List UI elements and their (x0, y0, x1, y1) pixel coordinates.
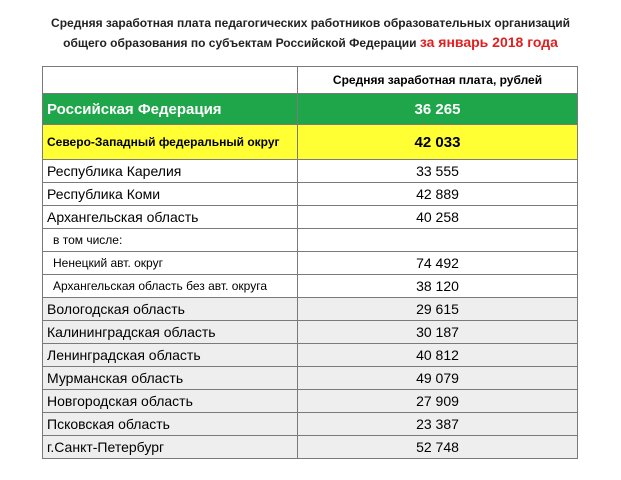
table-row-including (43, 229, 578, 252)
region-name: Вологодская область (43, 298, 298, 321)
salary-value: 49 079 (298, 367, 578, 390)
region-name: Псковская область (43, 413, 298, 436)
title-line-2-text: общего образования по субъектам Российской Федерации (63, 36, 417, 50)
table-row (43, 252, 578, 275)
region-name: Республика Карелия (43, 160, 298, 183)
region-name: Российская Федерация (43, 94, 298, 125)
region-name: Архангельская область без авт. округа (43, 275, 298, 298)
region-name: Ленинградская область (43, 344, 298, 367)
salary-value: 23 387 (298, 413, 578, 436)
table-row (43, 367, 578, 390)
table-row (43, 160, 578, 183)
salary-value: 42 889 (298, 183, 578, 206)
table-row (43, 413, 578, 436)
table-row (43, 183, 578, 206)
region-name: в том числе: (43, 229, 298, 252)
salary-value: 42 033 (298, 125, 578, 160)
region-name: Ненецкий авт. округ (43, 252, 298, 275)
region-name: Архангельская область (43, 206, 298, 229)
title-line-1: Средняя заработная плата педагогических работников образовательных организаций (51, 16, 570, 30)
region-name: Калининградская область (43, 321, 298, 344)
table-row (43, 321, 578, 344)
column-header-salary: Средняя заработная плата, рублей (298, 67, 578, 94)
region-name: Северо-Западный федеральный округ (43, 125, 298, 160)
region-name: Мурманская область (43, 367, 298, 390)
salary-value: 74 492 (298, 252, 578, 275)
salary-value: 38 120 (298, 275, 578, 298)
header-empty-cell (43, 67, 298, 94)
table-row (43, 275, 578, 298)
salary-value: 29 615 (298, 298, 578, 321)
table-row-russian-federation (43, 94, 578, 125)
table-row (43, 206, 578, 229)
table-row (43, 298, 578, 321)
salary-value: 40 258 (298, 206, 578, 229)
table-row (43, 344, 578, 367)
salary-value: 33 555 (298, 160, 578, 183)
salary-value: 52 748 (298, 436, 578, 459)
title-period: за январь 2018 года (419, 34, 558, 50)
salary-value: 30 187 (298, 321, 578, 344)
salary-value: 36 265 (298, 94, 578, 125)
region-name: Республика Коми (43, 183, 298, 206)
table-row-northwest-district (43, 125, 578, 160)
table-row (43, 436, 578, 459)
title-line-2 (0, 33, 621, 53)
salary-value (298, 229, 578, 252)
table-header-row (43, 67, 578, 94)
document-title (0, 14, 621, 53)
table-row (43, 390, 578, 413)
region-name: г.Санкт-Петербург (43, 436, 298, 459)
salary-value: 40 812 (298, 344, 578, 367)
salary-value: 27 909 (298, 390, 578, 413)
salary-table (42, 66, 578, 459)
region-name: Новгородская область (43, 390, 298, 413)
